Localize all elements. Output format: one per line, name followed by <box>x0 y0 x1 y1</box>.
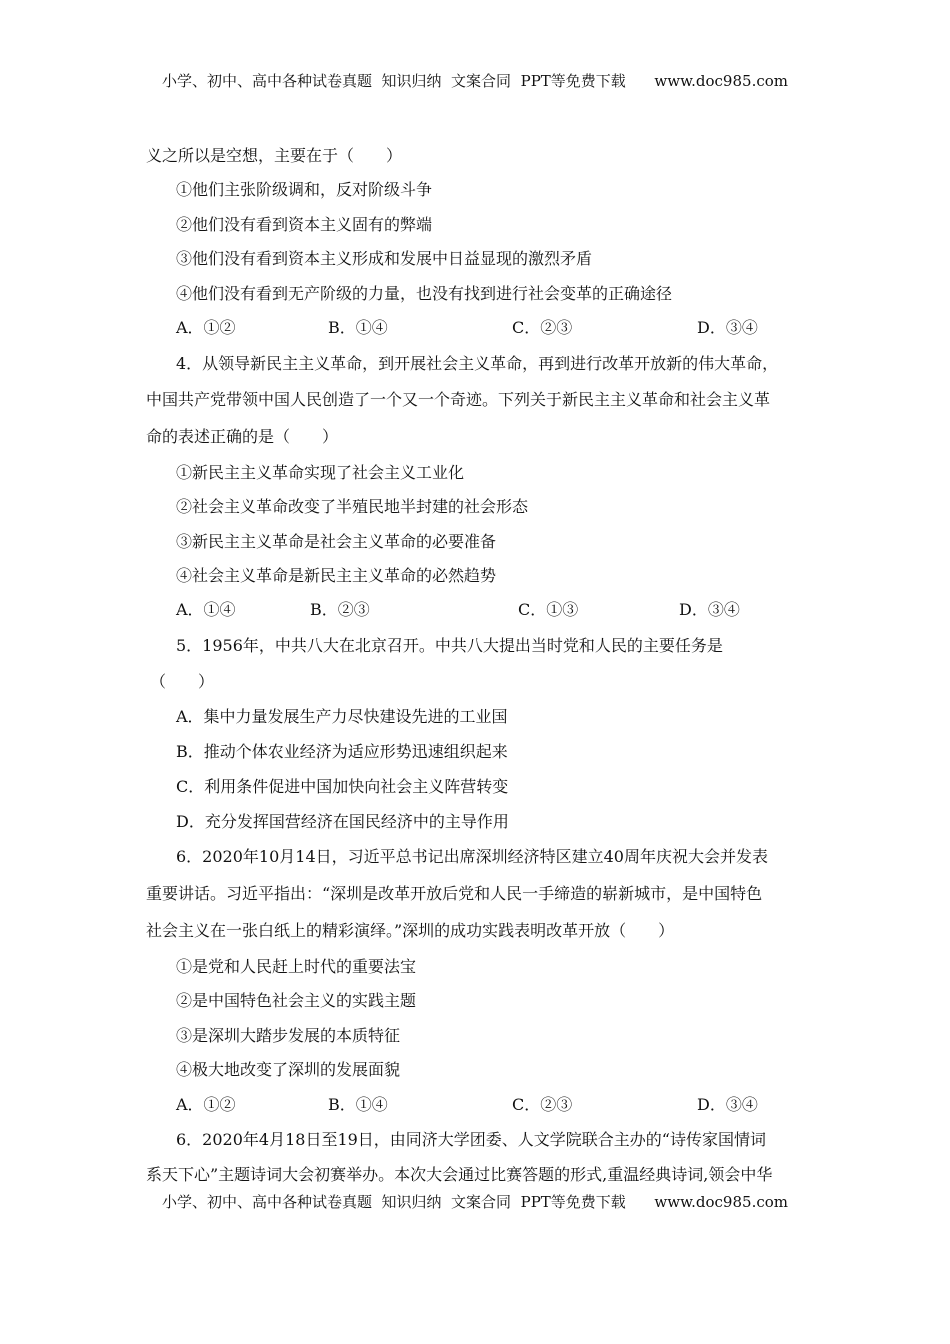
q5-choice-c: C．利用条件促进中国加快向社会主义阵营转变 <box>176 777 509 796</box>
q4-item-3: ③新民主主义革命是社会主义革命的必要准备 <box>176 532 497 551</box>
q3-item-3: ③他们没有看到资本主义形成和发展中日益显现的激烈矛盾 <box>176 249 593 268</box>
q3-item-4: ④他们没有看到无产阶级的力量，也没有找到进行社会变革的正确途径 <box>176 284 673 303</box>
q5-stem-line-2: （ ） <box>150 672 215 691</box>
q6a-item-1: ①是党和人民赶上时代的重要法宝 <box>176 957 417 976</box>
q4-option-c: C．①③ <box>518 600 579 619</box>
q4-item-4: ④社会主义革命是新民主主义革命的必然趋势 <box>176 566 497 585</box>
page-footer: 小学、初中、高中各种试卷真题 知识归纳 文案合同 PPT等免费下载 www.doc985.com <box>161 1193 788 1211</box>
q4-item-1: ①新民主主义革命实现了社会主义工业化 <box>176 463 465 482</box>
q6b-stem-line-1: 6．2020年4月18日至19日，由同济大学团委、人文学院联合主办的“诗传家国情词 <box>176 1130 766 1149</box>
q4-option-d: D．③④ <box>679 600 740 619</box>
q4-stem-line-2: 中国共产党带领中国人民创造了一个又一个奇迹。下列关于新民主主义革命和社会主义革 <box>146 390 771 409</box>
q6a-stem-line-1: 6．2020年10月14日，习近平总书记出席深圳经济特区建立40周年庆祝大会并发表 <box>176 847 768 866</box>
q6a-option-a: A．①② <box>176 1095 236 1114</box>
q6a-stem-line-3: 社会主义在一张白纸上的精彩演绎。”深圳的成功实践表明改革开放（ ） <box>146 921 675 940</box>
q4-option-b: B．②③ <box>310 600 370 619</box>
q6a-stem-line-2: 重要讲话。习近平指出：“深圳是改革开放后党和人民一手缔造的崭新城市，是中国特色 <box>146 884 763 903</box>
q5-choice-a: A．集中力量发展生产力尽快建设先进的工业国 <box>176 707 508 726</box>
q4-item-2: ②社会主义革命改变了半殖民地半封建的社会形态 <box>176 497 529 516</box>
q4-option-a: A．①④ <box>176 600 236 619</box>
q6a-option-b: B．①④ <box>328 1095 388 1114</box>
q4-stem-line-1: 4．从领导新民主主义革命，到开展社会主义革命，再到进行改革开放新的伟大革命， <box>176 354 779 373</box>
q6a-item-3: ③是深圳大踏步发展的本质特征 <box>176 1026 401 1045</box>
q4-stem-line-3: 命的表述正确的是（ ） <box>146 427 339 446</box>
q3-stem-tail: 义之所以是空想，主要在于（ ） <box>146 146 403 165</box>
q3-option-c: C．②③ <box>512 318 573 337</box>
q3-option-a: A．①② <box>176 318 236 337</box>
q6a-item-2: ②是中国特色社会主义的实践主题 <box>176 991 417 1010</box>
q6a-option-c: C．②③ <box>512 1095 573 1114</box>
q3-option-b: B．①④ <box>328 318 388 337</box>
page-header: 小学、初中、高中各种试卷真题 知识归纳 文案合同 PPT等免费下载 www.doc985.com <box>161 72 788 90</box>
q5-choice-d: D．充分发挥国营经济在国民经济中的主导作用 <box>176 812 509 831</box>
q6a-option-d: D．③④ <box>697 1095 758 1114</box>
q3-option-d: D．③④ <box>697 318 758 337</box>
q5-choice-b: B．推动个体农业经济为适应形势迅速组织起来 <box>176 742 508 761</box>
q3-item-2: ②他们没有看到资本主义固有的弊端 <box>176 215 433 234</box>
q5-stem-line-1: 5．1956年，中共八大在北京召开。中共八大提出当时党和人民的主要任务是 <box>176 636 723 655</box>
q3-item-1: ①他们主张阶级调和，反对阶级斗争 <box>176 180 433 199</box>
q6b-stem-line-2: 系天下心”主题诗词大会初赛举办。本次大会通过比赛答题的形式,重温经典诗词,领会中华 <box>146 1165 773 1184</box>
q6a-item-4: ④极大地改变了深圳的发展面貌 <box>176 1060 401 1079</box>
